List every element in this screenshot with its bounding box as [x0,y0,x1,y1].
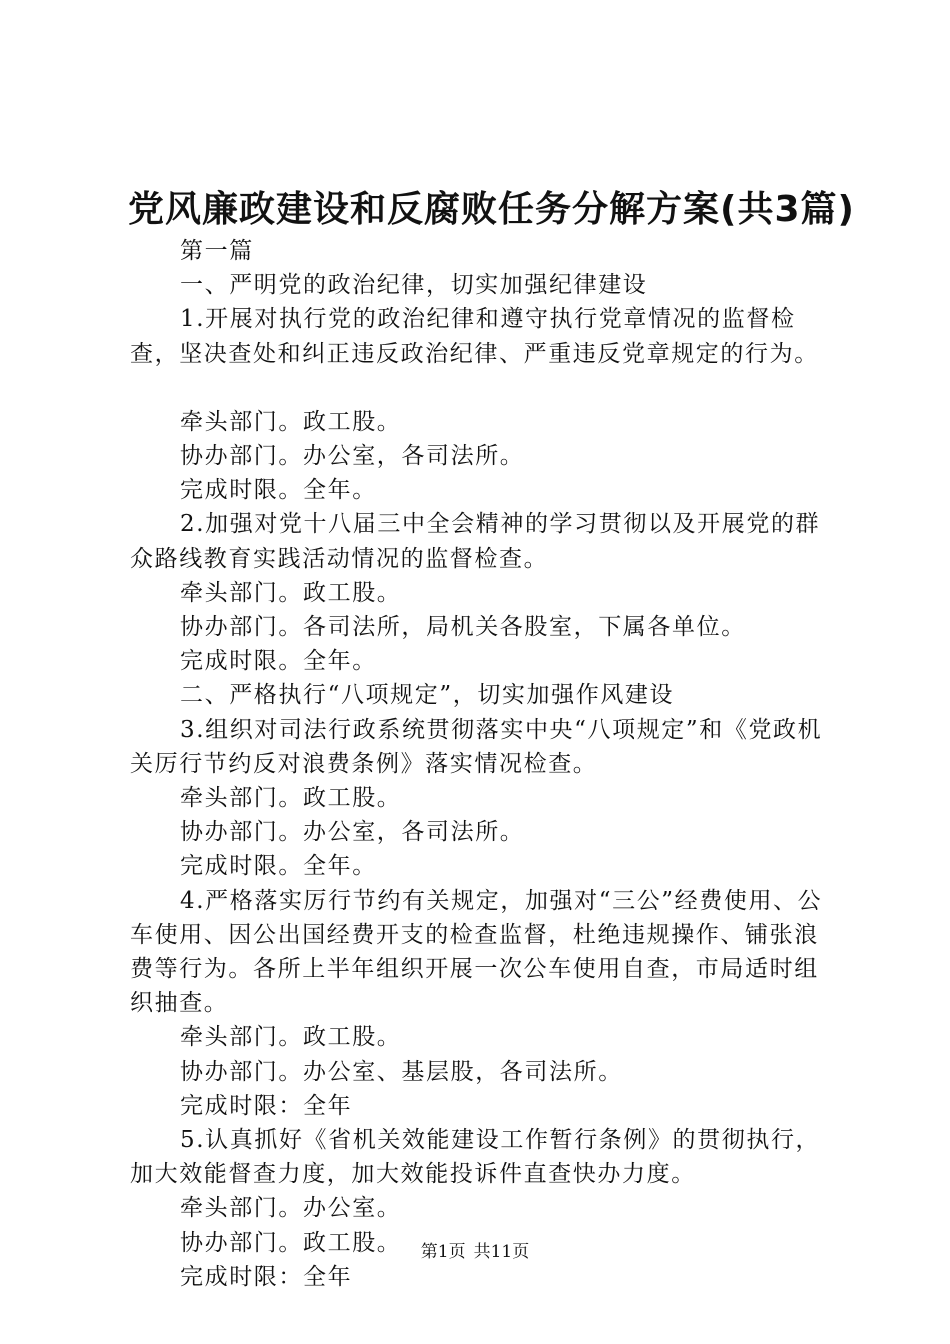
document-title: 党风廉政建设和反腐败任务分解方案(共3篇) [128,189,855,230]
lead-department: 牵头部门。政工股。 [180,785,402,812]
lead-department: 牵头部门。办公室。 [180,1195,402,1222]
task-item-5: 5.认真抓好《省机关效能建设工作暂行条例》的贯彻执行，加大效能督查力度，加大效能投诉件直查快办力度。 [130,1127,821,1188]
section-heading-1: 一、严明党的政治纪律，切实加强纪律建设 [180,272,648,299]
deadline: 完成时限：全年 [180,1263,353,1290]
section-heading-part-one: 第一篇 [180,238,254,264]
deadline: 完成时限。全年。 [180,648,377,675]
deadline: 完成时限。全年。 [180,853,377,880]
assisting-department: 协办部门。政工股。 [180,1229,402,1256]
lead-department: 牵头部门。政工股。 [180,408,402,435]
assisting-department: 协办部门。办公室，各司法所。 [180,443,525,470]
task-item-4: 4.严格落实厉行节约有关规定，加强对“三公”经费使用、公车使用、因公出国经费开支的检查监督，杜绝违规操作、铺张浪费等行为。各所上半年组织开展一次公车使用自查，市局适时组织抽查。 [130,887,823,1017]
blank-line [130,371,836,405]
assisting-department: 协办部门。办公室，各司法所。 [180,819,525,846]
task-item-1: 1.开展对执行党的政治纪律和遵守执行党章情况的监督检查，坚决查处和纠正违反政治纪律、严重违反党章规定的行为。 [130,306,819,367]
page-footer [0,1240,950,1264]
deadline: 完成时限。全年。 [180,477,377,504]
assisting-department: 协办部门。各司法所，局机关各股室，下属各单位。 [180,614,746,641]
lead-department: 牵头部门。政工股。 [180,579,402,606]
lead-department: 牵头部门。政工股。 [180,1024,402,1051]
section-heading-2: 二、严格执行“八项规定”，切实加强作风建设 [180,682,675,709]
page-number: 第1页 [420,1242,466,1262]
page-total: 共11页 [473,1242,530,1262]
task-item-2: 2.加强对党十八届三中全会精神的学习贯彻以及开展党的群众路线教育实践活动情况的监督检查。 [130,511,821,572]
task-item-3: 3.组织对司法行政系统贯彻落实中央“八项规定”和《党政机关厉行节约反对浪费条例》落实情况检查。 [130,716,823,777]
deadline: 完成时限：全年 [180,1092,353,1119]
document-body [130,234,836,1294]
assisting-department: 协办部门。办公室、基层股，各司法所。 [180,1058,623,1085]
